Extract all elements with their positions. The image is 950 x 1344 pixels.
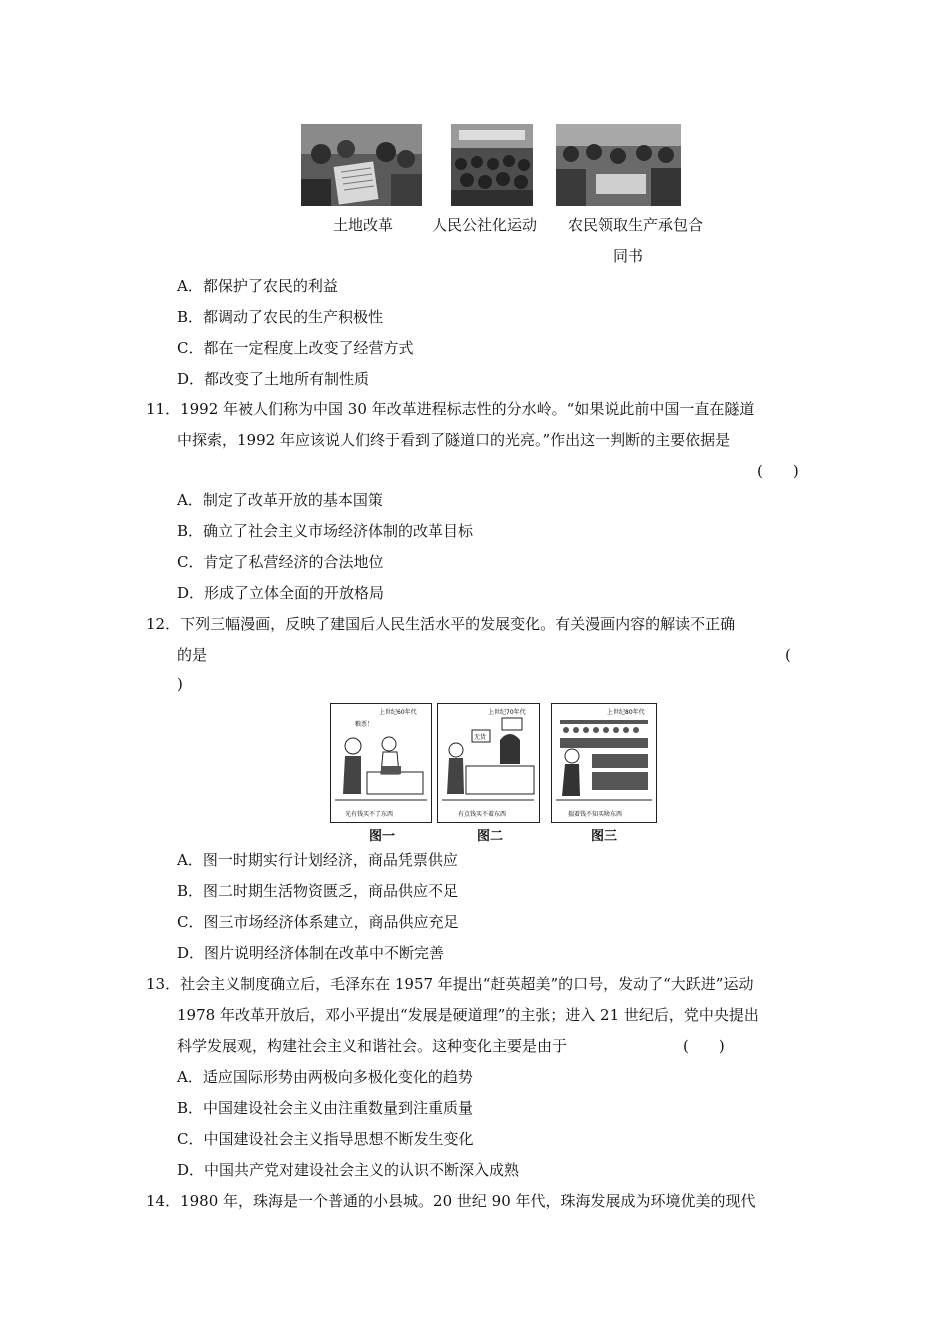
q11-option-b: B．确立了社会主义市场经济体制的改革目标 (177, 522, 474, 540)
q12-paren-close: ) (177, 675, 183, 693)
cartoon-3-era: 上世纪80年代 (607, 709, 645, 716)
cartoon-1 (330, 703, 432, 823)
cartoon-1-era: 上世纪60年代 (379, 709, 417, 716)
q13-option-c: C．中国建设社会主义指导思想不断发生变化 (177, 1130, 474, 1148)
q12-option-c: C．图三市场经济体系建立，商品供应充足 (177, 913, 459, 931)
q11-stem-line1: 11．1992 年被人们称为中国 30 年改革进程标志性的分水岭。“如果说此前中国一直在隧道 (146, 400, 755, 418)
cartoon-1-caption: 光有钱买不了东西 (345, 811, 394, 818)
q10-option-c: C．都在一定程度上改变了经营方式 (177, 339, 414, 357)
cartoon-2-label: 图二 (477, 829, 504, 844)
cartoon-2-speech: 无货 (474, 734, 487, 741)
peoples-commune-photo (451, 124, 533, 206)
q13-stem-line3: 科学发展观，构建社会主义和谐社会。这种变化主要是由于 (177, 1037, 568, 1055)
q11-option-a: A．制定了改革开放的基本国策 (177, 491, 383, 509)
q11-answer-paren: ( ) (757, 462, 799, 480)
q13-answer-paren: ( ) (683, 1037, 725, 1055)
cartoon-2-caption: 有点钱买不着东西 (458, 811, 507, 818)
cartoon-1-speech: 粮票！ (355, 721, 374, 728)
photo-caption-contract: 农民领取生产承包合 (568, 216, 704, 234)
q12-stem-line2: 的是 (177, 646, 208, 664)
q11-stem-line2: 中探索，1992 年应该说人们终于看到了隧道口的光亮。”作出这一判断的主要依据是 (177, 431, 731, 449)
q12-option-b: B．图二时期生活物资匮乏，商品供应不足 (177, 882, 459, 900)
photo-caption-land-reform: 土地改革 (333, 216, 394, 234)
q13-option-b: B．中国建设社会主义由注重数量到注重质量 (177, 1099, 474, 1117)
q10-option-a: A．都保护了农民的利益 (177, 277, 338, 295)
photo-caption-contract-cont: 同书 (613, 247, 644, 265)
cartoon-1-label: 图一 (369, 829, 396, 844)
cartoon-3 (551, 703, 657, 823)
q13-stem-line1: 13．社会主义制度确立后，毛泽东在 1957 年提出“赶英超美”的口号，发动了“大跃进”运动 (146, 975, 754, 993)
cartoon-2-era: 上世纪70年代 (488, 709, 526, 716)
cartoon-2 (437, 703, 540, 823)
q11-option-d: D．形成了立体全面的开放格局 (177, 584, 385, 602)
cartoon-3-caption: 揣着钱不知买啥东西 (568, 811, 623, 818)
q10-option-b: B．都调动了农民的生产积极性 (177, 308, 384, 326)
land-reform-photo (301, 124, 422, 206)
q13-option-a: A．适应国际形势由两极向多极化变化的趋势 (177, 1068, 473, 1086)
q13-stem-line2: 1978 年改革开放后，邓小平提出“发展是硬道理”的主张；进入 21 世纪后，党中央提出 (177, 1006, 759, 1024)
q12-paren-open: ( (785, 646, 791, 664)
contract-farming-photo (556, 124, 681, 206)
q13-option-d: D．中国共产党对建设社会主义的认识不断深入成熟 (177, 1161, 520, 1179)
q11-option-c: C．肯定了私营经济的合法地位 (177, 553, 384, 571)
cartoon-3-label: 图三 (591, 829, 618, 844)
photo-caption-peoples-commune: 人民公社化运动 (432, 216, 538, 234)
q10-option-d: D．都改变了土地所有制性质 (177, 370, 370, 388)
q12-stem-line1: 12．下列三幅漫画，反映了建国后人民生活水平的发展变化。有关漫画内容的解读不正确 (146, 615, 736, 633)
q12-option-d: D．图片说明经济体制在改革中不断完善 (177, 944, 445, 962)
q12-option-a: A．图一时期实行计划经济，商品凭票供应 (177, 851, 458, 869)
q14-stem-line1: 14．1980 年，珠海是一个普通的小县城。20 世纪 90 年代，珠海发展成为环境优美的现代 (146, 1192, 756, 1210)
